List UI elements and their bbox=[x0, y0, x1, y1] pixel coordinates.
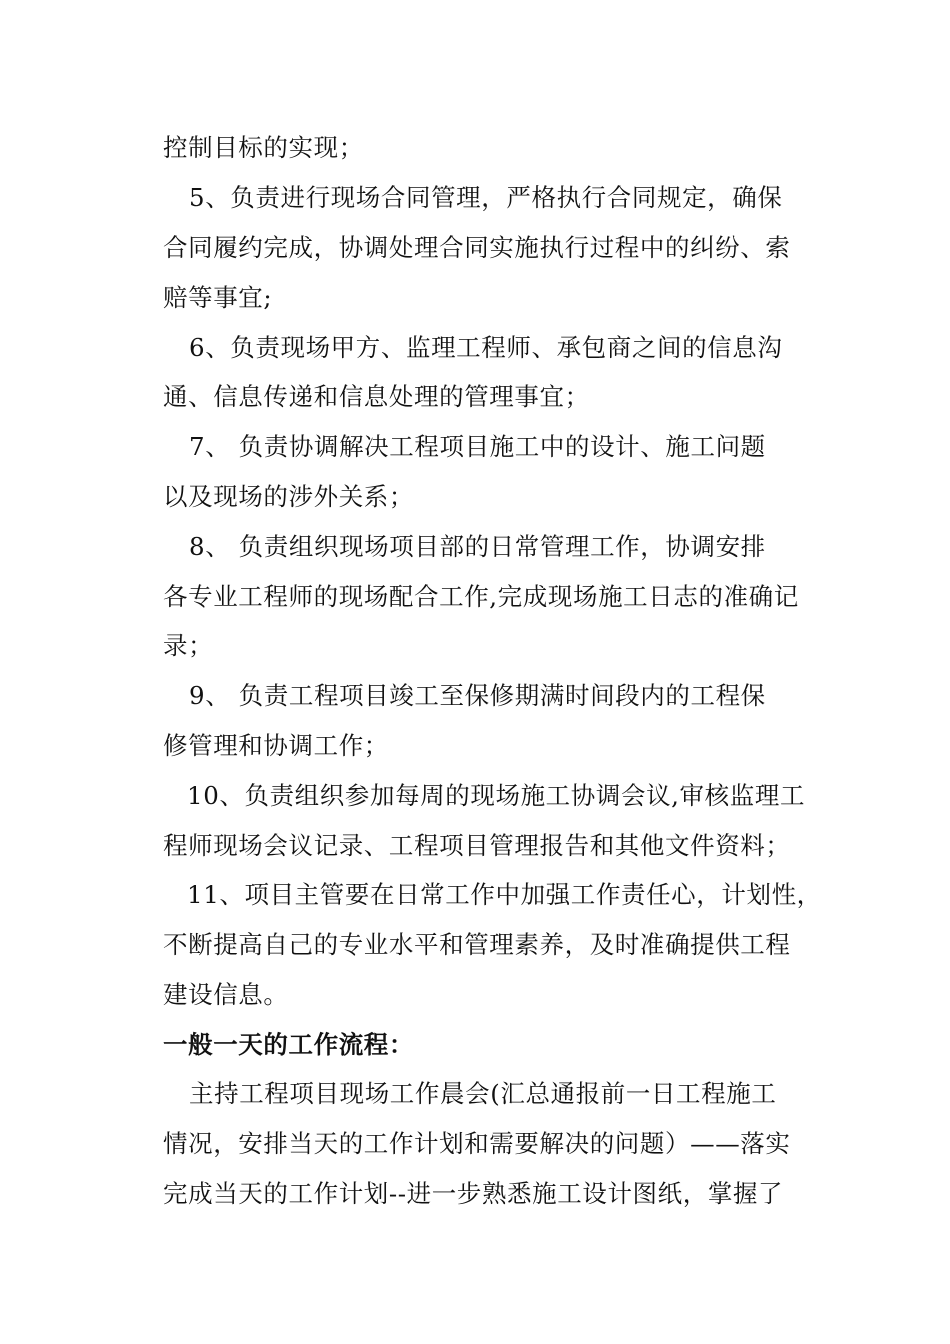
text-line: 通、信息传递和信息处理的管理事宜； bbox=[163, 382, 590, 411]
text-line: 8、 负责组织现场项目部的日常管理工作，协调安排 bbox=[189, 532, 766, 561]
text-line: 不断提高自己的专业水平和管理素养，及时准确提供工程 bbox=[163, 930, 791, 959]
text-line: 修管理和协调工作； bbox=[163, 731, 389, 760]
text-line: 赔等事宜; bbox=[163, 283, 273, 312]
text-line: 主持工程项目现场工作晨会(汇总通报前一日工程施工 bbox=[189, 1079, 777, 1108]
text-line: 9、 负责工程项目竣工至保修期满时间段内的工程保 bbox=[189, 681, 766, 710]
text-line: 录； bbox=[163, 631, 214, 660]
text-line: 11、项目主管要在日常工作中加强工作责任心，计划性， bbox=[187, 880, 822, 909]
text-line: 以及现场的涉外关系； bbox=[163, 482, 414, 511]
text-line: 各专业工程师的现场配合工作,完成现场施工日志的准确记 bbox=[163, 582, 799, 611]
text-line: 建设信息。 bbox=[163, 980, 289, 1009]
text-line: 10、负责组织参加每周的现场施工协调会议,审核监理工 bbox=[187, 781, 806, 810]
section-heading: 一般一天的工作流程： bbox=[163, 1030, 414, 1059]
text-line: 控制目标的实现； bbox=[163, 133, 364, 162]
text-line: 5、负责进行现场合同管理，严格执行合同规定，确保 bbox=[189, 183, 783, 212]
text-line: 完成当天的工作计划--进一步熟悉施工设计图纸，掌握了 bbox=[163, 1179, 784, 1208]
text-line: 合同履约完成，协调处理合同实施执行过程中的纠纷、索 bbox=[163, 233, 791, 262]
text-line: 6、负责现场甲方、监理工程师、承包商之间的信息沟 bbox=[189, 333, 783, 362]
text-line: 程师现场会议记录、工程项目管理报告和其他文件资料； bbox=[163, 831, 791, 860]
text-line: 情况，安排当天的工作计划和需要解决的问题）——落实 bbox=[163, 1129, 791, 1158]
text-line: 7、 负责协调解决工程项目施工中的设计、施工问题 bbox=[189, 432, 766, 461]
